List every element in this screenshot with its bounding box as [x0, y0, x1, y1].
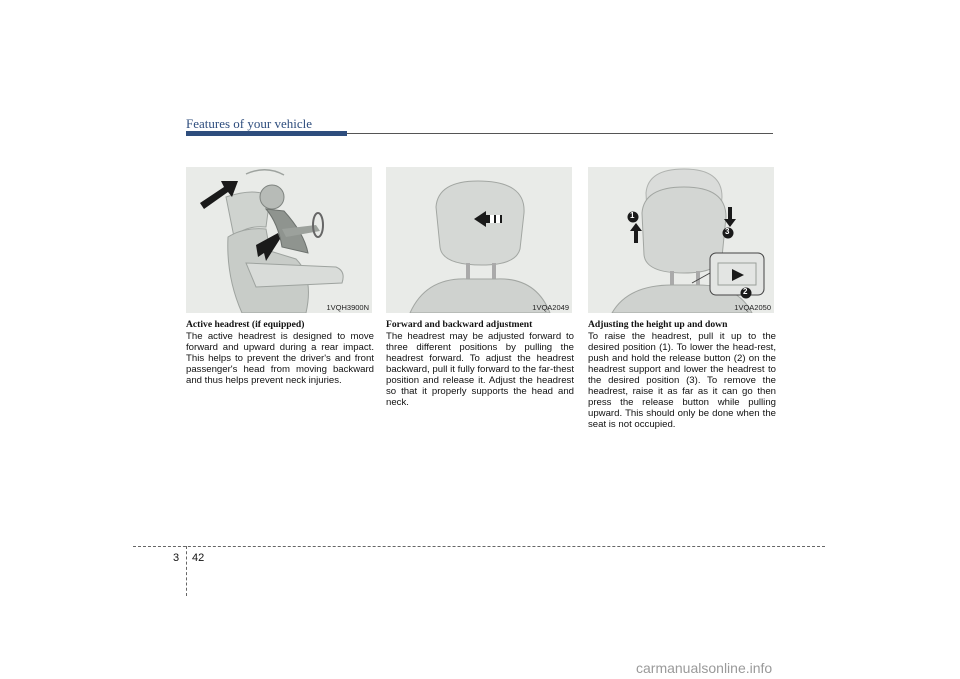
page-number: 42	[192, 552, 205, 564]
section-body: To raise the headrest, pull it up to the desired position (1). To lower the head-rest, push and hold the release button (2) on the headrest support and lower the headrest to the desired position (3). To remove the headrest, raise it as far as it can go then press the release button while pulling upward. This should only be done when the seat is not occupied.	[588, 331, 776, 430]
figure-code: 1VQA2049	[532, 303, 569, 312]
footer-rule	[133, 546, 825, 547]
header-rule	[347, 133, 773, 134]
figure-code: 1VQA2050	[734, 303, 771, 312]
section-body: The headrest may be adjusted forward to three different positions by pulling the headrest forward. To adjust the headrest backward, pull it fully forward to the far-thest position and release it. Adjust the headrest so that it properly supports the head and neck.	[386, 331, 574, 408]
section-title: Adjusting the height up and down	[588, 319, 728, 330]
header-title: Features of your vehicle	[186, 116, 312, 131]
section-title: Active headrest (if equipped)	[186, 319, 305, 330]
column-forward-backward	[386, 319, 574, 408]
watermark: carmanualsonline.info	[636, 660, 773, 676]
chapter-number: 3	[173, 552, 180, 564]
marker-3: 3	[725, 227, 730, 236]
figure-forward-backward	[386, 167, 572, 313]
footer-divider	[186, 546, 187, 596]
active-headrest-illustration	[186, 167, 372, 313]
figure-active-headrest	[186, 167, 372, 313]
marker-2: 2	[743, 287, 748, 296]
headrest-forward-illustration	[386, 167, 572, 313]
section-body: The active headrest is designed to move forward and upward during a rear impact. This helps to prevent the driver's and front passenger's head from moving backward and thus helps prevent neck injuries.	[186, 331, 374, 386]
marker-1: 1	[630, 211, 635, 220]
figure-height-adjust	[588, 167, 774, 313]
column-height-adjust	[588, 319, 776, 430]
header-accent-bar	[186, 131, 347, 136]
column-active-headrest	[186, 319, 374, 386]
section-title: Forward and backward adjustment	[386, 319, 533, 330]
figure-code: 1VQH3900N	[326, 303, 369, 312]
